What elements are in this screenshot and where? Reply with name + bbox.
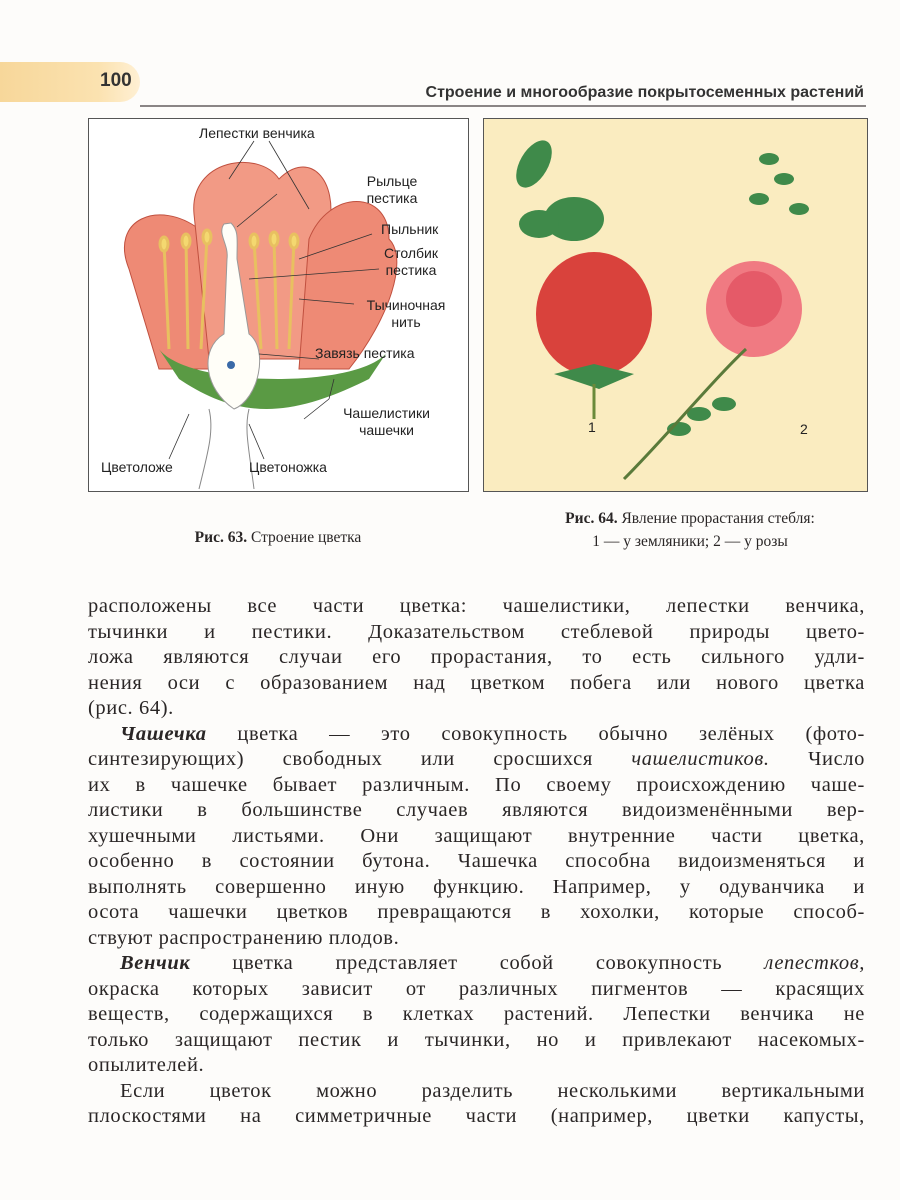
paragraph <box>88 594 865 722</box>
word: это <box>381 722 411 745</box>
word: с <box>225 671 236 694</box>
word: от <box>405 977 426 1000</box>
word: растений. <box>503 1003 594 1025</box>
paragraph <box>88 1079 865 1130</box>
word: ложа <box>88 646 134 668</box>
figure-64-caption <box>505 507 875 553</box>
marker-2: 2 <box>800 421 808 437</box>
word: побега <box>570 671 632 694</box>
word: над <box>413 671 446 694</box>
text-line <box>88 926 865 952</box>
word: большинстве <box>241 799 363 821</box>
word: вертикальными <box>721 1079 865 1102</box>
word: не <box>843 1003 865 1025</box>
word: венчика, <box>785 595 865 617</box>
text-line <box>88 900 865 926</box>
word: случаи <box>278 646 343 668</box>
text-line <box>88 773 865 799</box>
word: есть <box>632 646 672 668</box>
emphasized-term: чашелистиков. <box>631 748 770 770</box>
word: которые <box>689 901 765 923</box>
word: красящих <box>775 977 865 1000</box>
strawberry-rose-illustration <box>484 119 866 491</box>
word: защищают <box>434 824 533 847</box>
label-style: Столбик пестика <box>384 245 438 278</box>
word: (фото- <box>805 722 865 745</box>
word: и <box>853 875 865 898</box>
word: Чашечка <box>457 850 538 872</box>
word: его <box>372 646 402 668</box>
word: цветком <box>470 671 546 694</box>
word: По <box>495 773 522 796</box>
word: цветка <box>237 722 299 745</box>
word: цветка: <box>399 595 468 617</box>
word: цветки <box>686 1105 750 1127</box>
word: можно <box>316 1079 378 1102</box>
word: или <box>657 671 691 694</box>
word: пестик <box>298 1028 362 1051</box>
word: совокупность <box>595 952 723 974</box>
body-text <box>88 594 865 1130</box>
running-title: Строение и многообразие покрытосеменных растений <box>425 84 864 101</box>
word: синтезирующих) <box>88 748 245 770</box>
word: плодов. <box>328 926 400 949</box>
emphasized-term: Венчик <box>120 952 191 974</box>
word: случаев <box>396 799 469 821</box>
word: тычинки, <box>424 1028 511 1051</box>
word: Если <box>120 1079 166 1102</box>
word: в <box>540 901 552 923</box>
word: Например, <box>552 875 652 898</box>
paragraph <box>88 722 865 952</box>
word: различным. <box>362 773 470 796</box>
word: разделить <box>421 1079 514 1102</box>
text-line <box>88 696 865 722</box>
header-rule <box>140 105 866 107</box>
word: Они <box>360 824 399 847</box>
word: осота <box>88 901 140 923</box>
word: цвето- <box>805 620 865 643</box>
text-line <box>88 1104 865 1130</box>
word: веществ, <box>88 1003 170 1025</box>
word: и <box>853 850 865 872</box>
word: нения <box>88 671 143 694</box>
word: зелёных <box>698 722 775 745</box>
word: опылителей. <box>88 1054 205 1076</box>
word: расположены <box>88 595 212 617</box>
word: видоизменяться <box>678 850 826 872</box>
word: части <box>711 824 763 847</box>
figure-64-stem-proliferation <box>483 118 868 492</box>
figure-63-flower-structure <box>88 118 469 492</box>
text-line <box>88 620 865 646</box>
word: Лепестки <box>623 1003 711 1025</box>
word: только <box>88 1028 150 1051</box>
label-sepals: Чашелистики чашечки <box>343 405 430 438</box>
label-pedicel: Цветоножка <box>249 459 327 475</box>
word: являются <box>163 646 250 668</box>
word: части <box>312 595 365 617</box>
word: зависит <box>301 977 373 1000</box>
word: образованием <box>260 671 389 694</box>
word: и <box>584 1028 597 1051</box>
word: — <box>329 722 351 745</box>
word: окраска <box>88 977 160 1000</box>
figure-63-caption <box>140 526 416 549</box>
word: различных <box>458 977 559 1000</box>
word: цветка <box>232 952 294 974</box>
word: превращаются <box>377 901 512 923</box>
text-line <box>88 849 865 875</box>
word: листьями. <box>232 824 325 847</box>
word: чашелистики, <box>502 595 631 617</box>
word: 64). <box>139 697 174 719</box>
word: ствуют <box>88 926 159 949</box>
word: являются <box>502 799 589 821</box>
word: капусты, <box>783 1105 865 1127</box>
word: то <box>582 646 603 668</box>
text-line <box>88 1053 865 1079</box>
word: чашечке <box>170 773 248 796</box>
word: совершенно <box>215 875 327 898</box>
word: выполнять <box>88 875 187 898</box>
word: в <box>135 773 146 796</box>
word: цветка, <box>798 824 865 847</box>
text-line <box>88 977 865 1003</box>
word: и <box>204 620 216 643</box>
marker-1: 1 <box>588 419 596 435</box>
word: стеблевой <box>560 620 654 643</box>
word: иную <box>354 875 405 898</box>
word: пестики. <box>251 620 333 643</box>
caption-text-line1: Явление прорастания стебля: <box>621 510 815 527</box>
word: удли- <box>814 646 865 668</box>
word: все <box>247 595 278 617</box>
word: способна <box>565 850 651 872</box>
word: но <box>536 1028 559 1051</box>
page-number: 100 <box>100 70 132 91</box>
word: обычно <box>598 722 669 745</box>
word: симметричные <box>295 1105 432 1127</box>
text-line <box>88 1079 865 1105</box>
caption-text: Строение цветка <box>250 529 362 546</box>
label-filament: Тычиночная нить <box>366 297 446 330</box>
word: листики <box>88 799 164 821</box>
word: нового <box>716 671 779 694</box>
word: содержащихся <box>199 1003 334 1025</box>
word: венчика <box>740 1003 815 1025</box>
word: пигментов <box>591 977 689 1000</box>
text-line <box>88 824 865 850</box>
word: части <box>465 1105 518 1127</box>
text-line <box>88 671 865 697</box>
word: способ- <box>793 901 865 923</box>
word: чашечки <box>168 901 248 923</box>
word: хохолки, <box>580 901 660 923</box>
caption-label: Рис. 64. <box>565 510 618 527</box>
text-line <box>88 1002 865 1028</box>
label-petals: Лепестки венчика <box>199 125 315 141</box>
word: цветков <box>276 901 349 923</box>
word: (например, <box>550 1105 654 1127</box>
word: происхождению <box>636 773 786 796</box>
word: или <box>420 748 455 770</box>
word: особенно <box>88 850 175 872</box>
word: хушечными <box>88 824 197 847</box>
word: в <box>201 850 213 872</box>
word: тычинки <box>88 620 169 643</box>
text-line <box>88 951 865 977</box>
word: несколькими <box>557 1079 678 1102</box>
word: собой <box>499 952 554 974</box>
text-line <box>88 645 865 671</box>
word: совокупность <box>441 722 568 745</box>
word: — <box>721 977 743 1000</box>
caption-label: Рис. 63. <box>194 529 248 546</box>
text-line <box>88 1028 865 1054</box>
word: Число <box>808 748 865 770</box>
word: их <box>88 773 111 796</box>
word: чаше- <box>810 773 865 796</box>
word: видоизменёнными <box>622 799 793 821</box>
word: в <box>362 1003 374 1025</box>
word: сильного <box>701 646 785 668</box>
emphasized-term: Чашечка <box>120 722 207 745</box>
word: свободных <box>282 748 383 770</box>
label-receptacle: Цветоложе <box>101 459 173 475</box>
word: цветок <box>209 1079 272 1102</box>
label-ovary: Завязь пестика <box>315 345 415 361</box>
paragraph <box>88 951 865 1079</box>
word: защищают <box>174 1028 273 1051</box>
word: прорастания, <box>430 646 553 668</box>
word: оси <box>167 671 201 694</box>
word: на <box>240 1105 262 1127</box>
text-line <box>88 722 865 748</box>
word: бутона. <box>362 850 431 872</box>
text-line <box>88 747 865 773</box>
word: своему <box>546 773 612 796</box>
word: цветка <box>803 671 865 694</box>
label-stigma: Рыльце пестика <box>366 173 418 206</box>
word: (рис. <box>88 697 139 719</box>
label-anther: Пыльник <box>381 221 439 237</box>
word: лепестки <box>666 595 750 617</box>
word: бывает <box>272 773 338 796</box>
word: Доказательством <box>368 620 525 643</box>
word: природы <box>689 620 770 643</box>
word: сросшихся <box>493 748 593 770</box>
word: представляет <box>335 952 458 974</box>
word: плоскостями <box>88 1105 207 1127</box>
word: насекомых- <box>757 1028 865 1051</box>
word: функцию. <box>433 875 525 898</box>
word: которых <box>192 977 269 1000</box>
word: и <box>387 1028 399 1051</box>
word: состоянии <box>239 850 335 872</box>
word: привлекают <box>622 1028 732 1051</box>
word: в <box>197 799 208 821</box>
word: внутренние <box>567 824 676 847</box>
caption-text-line2: 1 — у земляники; 2 — у розы <box>592 533 788 550</box>
word: клетках <box>402 1003 475 1025</box>
text-line <box>88 594 865 620</box>
text-line <box>88 875 865 901</box>
word: распространению <box>158 926 329 949</box>
word: вер- <box>826 799 865 821</box>
emphasized-term: лепестков, <box>764 952 865 974</box>
text-line <box>88 798 865 824</box>
word: у <box>679 875 691 898</box>
word: одуванчика <box>719 875 825 898</box>
